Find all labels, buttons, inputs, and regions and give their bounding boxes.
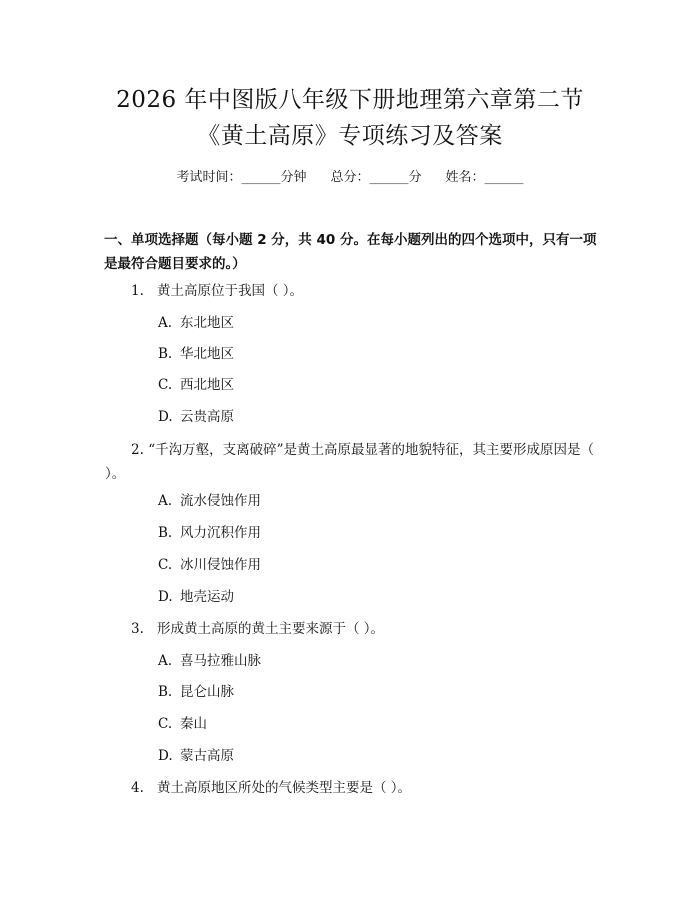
exam-time: 考试时间：______分钟 (176, 170, 307, 185)
option-letter: A. (158, 315, 173, 331)
option-text: 冰川侵蚀作用 (180, 557, 261, 573)
option-letter: C. (158, 557, 173, 573)
exam-student-name: 姓名：______ (445, 170, 524, 185)
question-text: “千沟万壑，支离破碎”是黄土高原最显著的地貌特征，其主要形成原因是（ ）。 (105, 442, 594, 482)
q2-option-d (158, 586, 234, 608)
question-3 (131, 618, 384, 640)
option-text: 蒙古高原 (180, 748, 234, 764)
q1-option-b (158, 343, 234, 365)
option-text: 流水侵蚀作用 (180, 493, 261, 509)
doc-title-line1: 2026 年中图版八年级下册地理第六章第二节 (116, 87, 584, 113)
option-letter: B. (158, 525, 173, 541)
option-text: 西北地区 (180, 377, 234, 393)
question-4 (131, 777, 411, 799)
doc-title-line2: 《黄土高原》专项练习及答案 (197, 123, 503, 149)
question-text: 形成黄土高原的黄土主要来源于（ ）。 (157, 621, 385, 637)
option-text: 喜马拉雅山脉 (180, 653, 261, 669)
question-number: 2. (131, 442, 144, 458)
option-letter: A. (158, 653, 173, 669)
option-letter: A. (158, 493, 173, 509)
option-letter: C. (158, 377, 173, 393)
q3-option-d (158, 745, 234, 767)
section-heading: 一、单项选择题（每小题 2 分，共 40 分。在每小题列出的四个选项中，只有一项是最符合题目要求的。） (104, 232, 597, 272)
exam-meta (0, 168, 700, 188)
option-text: 风力沉积作用 (180, 525, 261, 541)
option-text: 华北地区 (180, 346, 234, 362)
option-letter: C. (158, 716, 173, 732)
q3-option-b (158, 681, 234, 703)
question-text: 黄土高原位于我国（ ）。 (157, 283, 304, 299)
question-1 (131, 280, 303, 302)
option-letter: B. (158, 346, 173, 362)
option-letter: D. (158, 589, 173, 605)
question-number: 4. (131, 780, 144, 796)
q1-option-a (158, 312, 234, 334)
option-text: 秦山 (180, 716, 207, 732)
q1-option-d (158, 406, 234, 428)
question-number: 3. (131, 621, 144, 637)
option-letter: D. (158, 748, 173, 764)
question-text: 黄土高原地区所处的气候类型主要是（ ）。 (157, 780, 412, 796)
option-text: 云贵高原 (180, 409, 234, 425)
q2-option-b (158, 522, 261, 544)
q2-option-a (158, 490, 261, 512)
q2-option-c (158, 554, 261, 576)
question-2 (105, 438, 595, 486)
option-text: 地壳运动 (180, 589, 234, 605)
q1-option-c (158, 374, 234, 396)
option-text: 昆仑山脉 (180, 684, 234, 700)
exam-total-score: 总分：______分 (330, 170, 422, 185)
option-letter: D. (158, 409, 173, 425)
q3-option-a (158, 650, 261, 672)
question-number: 1. (131, 283, 144, 299)
q3-option-c (158, 713, 207, 735)
option-letter: B. (158, 684, 173, 700)
option-text: 东北地区 (180, 315, 234, 331)
